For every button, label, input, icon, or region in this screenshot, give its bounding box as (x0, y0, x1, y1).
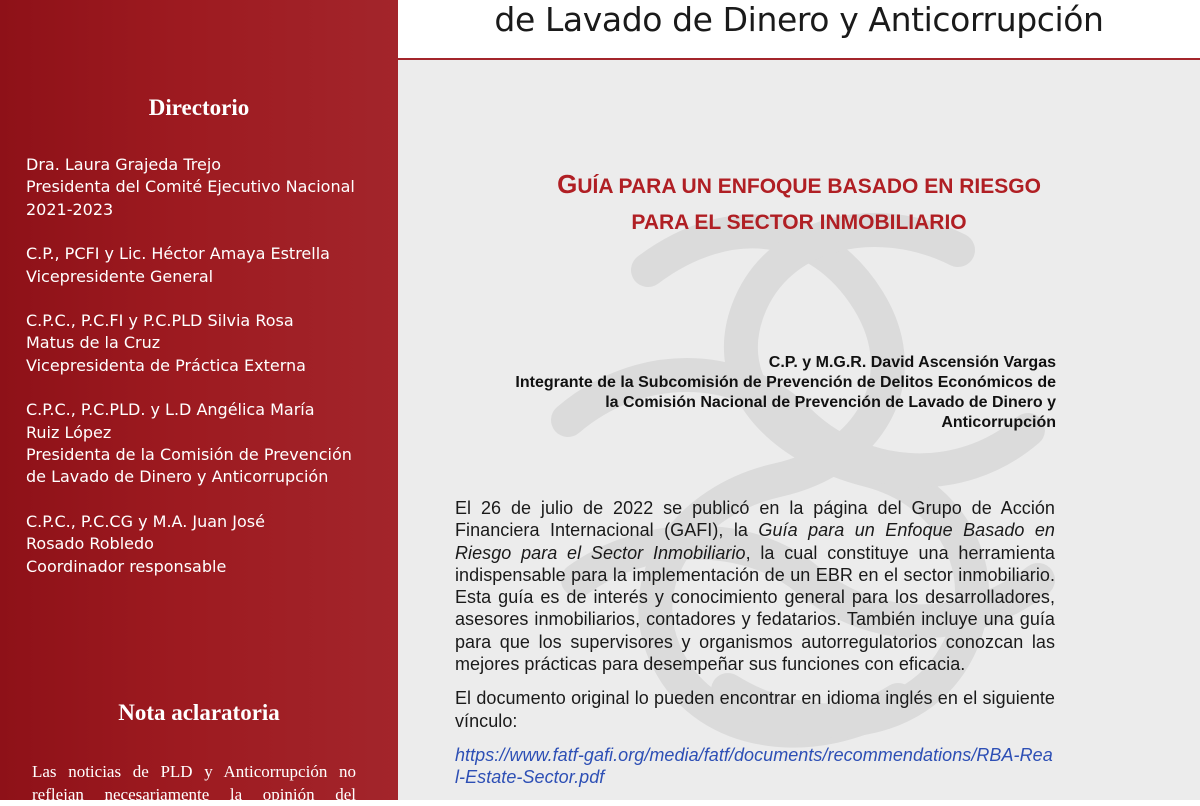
article-panel (398, 60, 1200, 800)
author-block (446, 353, 1056, 433)
directory-entry (26, 399, 386, 489)
directory-entry-line: Presidenta del Comité Ejecutivo Nacional (26, 177, 355, 197)
guide-title-italic: Guía para un Enfoque Basado en Riesgo para el Sector Inmobiliario (455, 520, 1055, 563)
header-bar (398, 0, 1200, 60)
author-role-line: Integrante de la Subcomisión de Prevención de Delitos Económicos de (515, 374, 1056, 391)
author-role-line: Anticorrupción (941, 414, 1056, 431)
page-title: de Lavado de Dinero y Anticorrupción (494, 0, 1104, 39)
directory-list (26, 154, 386, 600)
directory-entry-line: C.P., PCFI y Lic. Héctor Amaya Estrella (26, 244, 330, 264)
article-paragraph: El 26 de julio de 2022 se publicó en la página del Grupo de Acción Financiera Internacional (GAFI), la Guía para un Enfoque Basado en Riesgo para el Sector Inmobiliario, la cual constituye una herramienta indispensable para la implementación de un EBR en el sector inmobiliario. Esta guía es de interés y conocimiento general para los desarrolladores, asesores inmobiliarios, contadores y fedatarios. También incluye una guía para que los supervisores y organismos autorregulatorios conozcan las mejores prácticas para desempeñar sus funciones con eficacia. (455, 498, 1055, 675)
document-link[interactable]: https://www.fatf-gafi.org/media/fatf/documents/recommendations/RBA-Real-Estate-Sector.pdf (455, 744, 1053, 788)
directory-entry-line: Coordinador responsable (26, 556, 227, 576)
directory-entry-line: Dra. Laura Grajeda Trejo (26, 155, 222, 174)
directory-entry (26, 511, 386, 578)
note-text: Las noticias de PLD y Anticorrupción no reflejan necesariamente la opinión del (32, 762, 356, 804)
author-role-line: la Comisión Nacional de Prevención de Lavado de Dinero y (605, 394, 1056, 411)
article-paragraph: El documento original lo pueden encontrar en idioma inglés en el siguiente vínculo: (455, 688, 1055, 731)
directory-entry (26, 310, 386, 377)
directory-entry-line: Vicepresidenta de Práctica Externa (26, 355, 306, 375)
directory-entry-line: Presidenta de la Comisión de Prevención (26, 445, 352, 465)
article-title (438, 166, 1160, 241)
directory-entry-line: Matus de la Cruz (26, 333, 161, 353)
directory-entry-line: Ruiz López (26, 422, 112, 442)
article-link-paragraph (455, 744, 1055, 789)
directory-entry-line: Rosado Robledo (26, 534, 154, 554)
note-heading: Nota aclaratoria (118, 700, 280, 725)
article-title-line2: PARA EL SECTOR INMOBILIARIO (631, 211, 967, 234)
directory-entry-line: C.P.C., P.C.FI y P.C.PLD Silvia Rosa (26, 311, 294, 331)
article-title-line1: GUÍA PARA UN ENFOQUE BASADO EN RIESGO (557, 169, 1041, 199)
article-body (455, 497, 1055, 800)
directory-entry-line: C.P.C., P.C.CG y M.A. Juan José (26, 511, 265, 531)
directory-entry (26, 154, 386, 221)
directory-entry-line: 2021-2023 (26, 199, 114, 219)
sidebar (0, 0, 398, 804)
directory-heading: Directorio (148, 95, 250, 120)
directory-entry-line: de Lavado de Dinero y Anticorrupción (26, 467, 329, 487)
directory-entry-line: C.P.C., P.C.PLD. y L.D Angélica María (26, 400, 315, 420)
directory-entry (26, 243, 386, 288)
directory-entry-line: Vicepresidente General (26, 266, 214, 286)
author-name: C.P. y M.G.R. David Ascensión Vargas (768, 354, 1056, 371)
